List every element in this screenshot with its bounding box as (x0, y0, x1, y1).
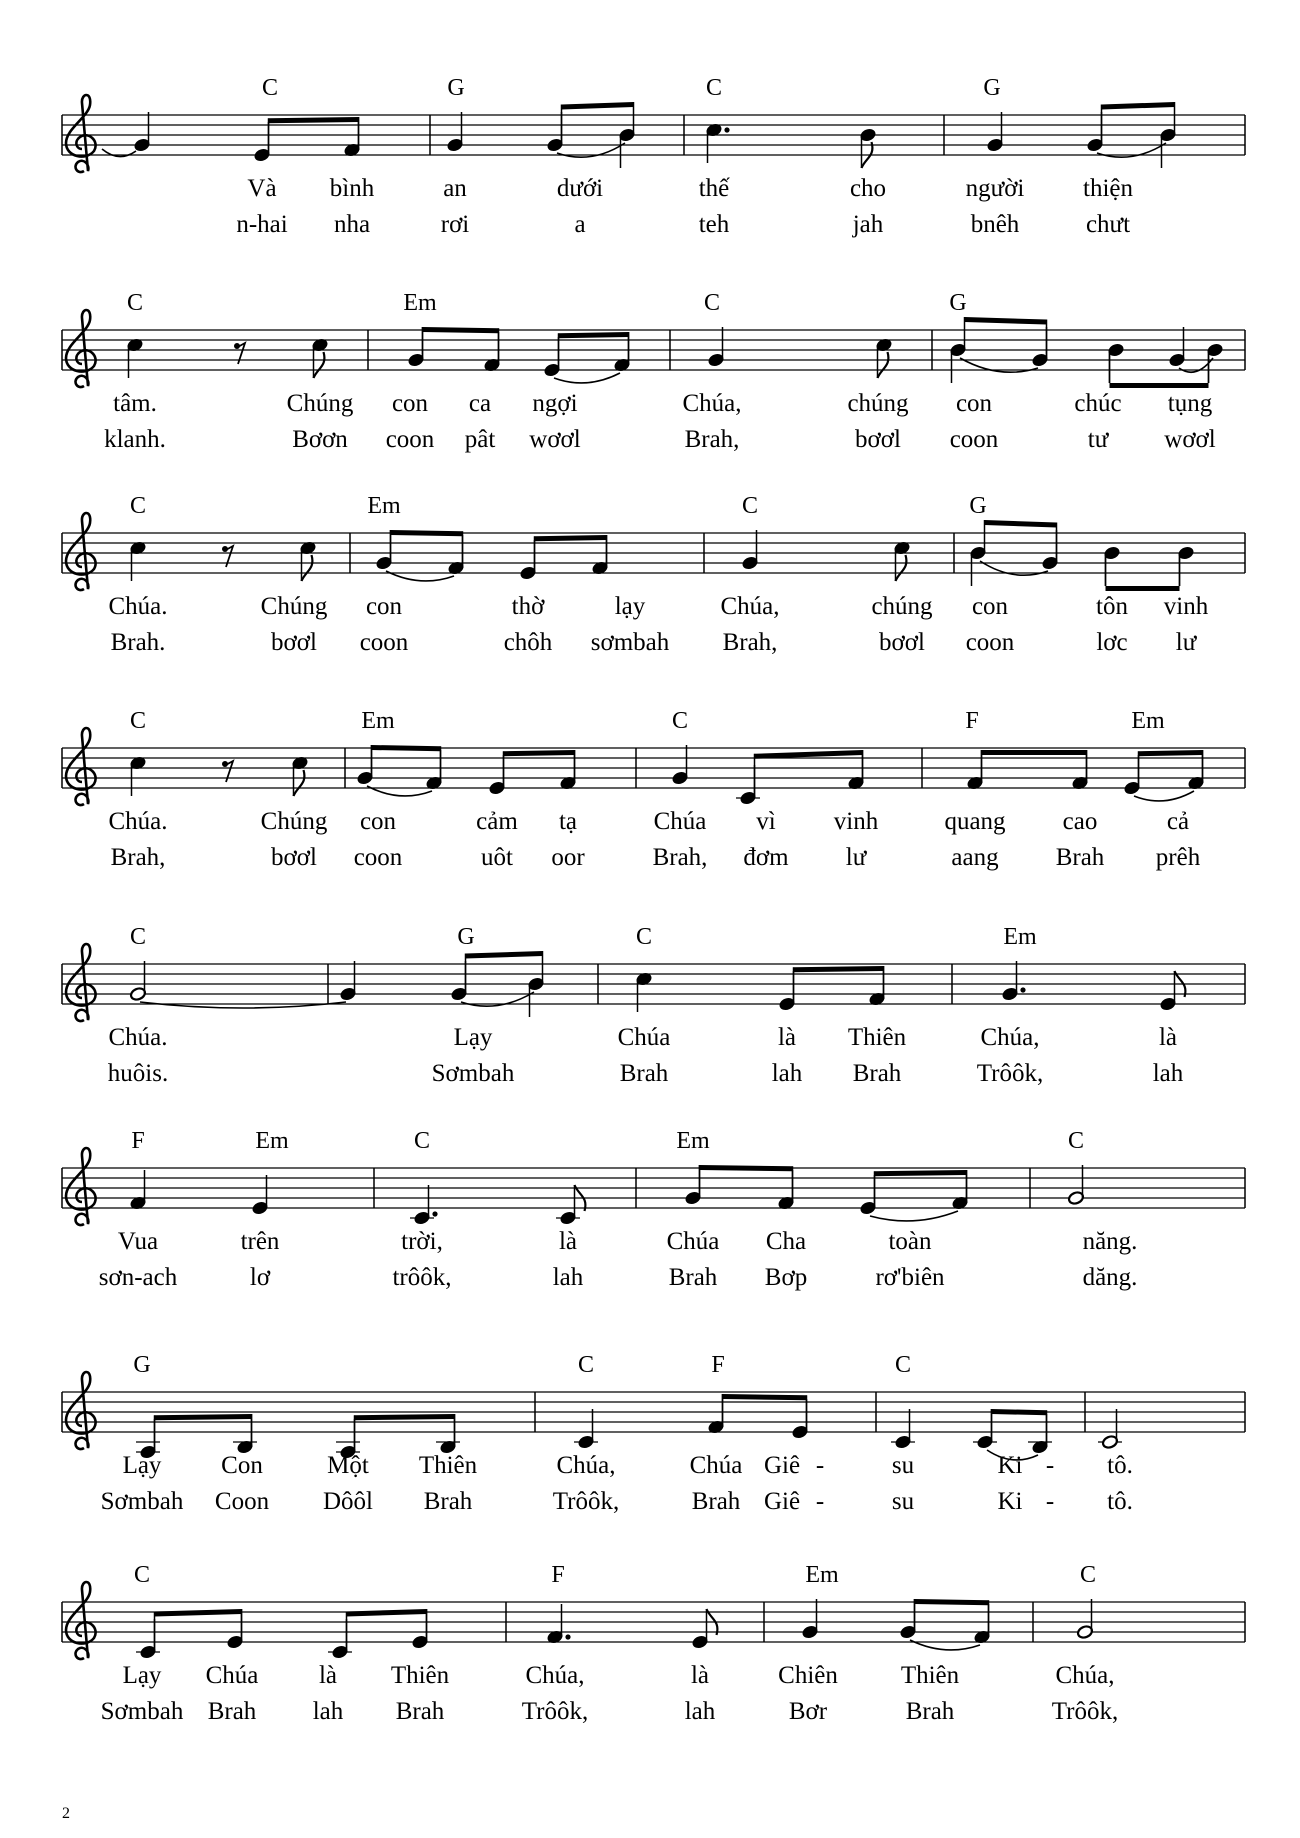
lyric-bahnar: - (815, 1488, 825, 1515)
lyric-bahnar: huôis. (107, 1060, 169, 1087)
beam (700, 1165, 793, 1171)
lyric-bahnar: oor (551, 844, 585, 871)
lyric-bahnar: Brah (852, 1060, 902, 1087)
lyric-bahnar: a (574, 211, 586, 238)
lyric-bahnar: Brah (395, 1698, 445, 1725)
chord-symbol: G (983, 75, 1001, 101)
beam (1110, 383, 1209, 388)
lyric-bahnar: Trôôk, (976, 1060, 1044, 1087)
lyric-vietnamese: Con (221, 1452, 263, 1479)
slur (554, 373, 620, 383)
beam (1102, 102, 1175, 110)
chord-symbol: G (949, 290, 967, 316)
lyric-vietnamese: Chúa (689, 1452, 743, 1479)
lyric-vietnamese: Chúa, (525, 1662, 585, 1689)
lyric-vietnamese: Chúng (260, 593, 328, 620)
lyric-bahnar: bơơl (879, 629, 925, 656)
lyric-bahnar: bơơl (855, 426, 901, 453)
chord-symbol: C (1067, 1128, 1085, 1154)
lyric-vietnamese: Chúng (260, 808, 328, 835)
lyric-bahnar: wơơl (529, 426, 581, 453)
chord-symbol: G (447, 75, 465, 101)
lyric-vietnamese: Ki (997, 1452, 1023, 1479)
lyric-vietnamese: thế (698, 175, 730, 202)
lyric-bahnar: Brah (423, 1488, 473, 1515)
treble-clef-path (66, 310, 96, 387)
lyric-vietnamese: cả (1166, 808, 1190, 835)
lyric-bahnar: Bơr (788, 1698, 828, 1725)
lyric-bahnar: Sơmbah (100, 1698, 184, 1725)
lyric-bahnar: Bơp (764, 1264, 808, 1291)
lyric-vietnamese: Chúa (666, 1228, 720, 1255)
lyric-bahnar: chưt (1085, 211, 1131, 238)
lyric-vietnamese: là (690, 1662, 710, 1689)
lyric-vietnamese: Chúa. (108, 1024, 168, 1051)
lyric-bahnar: Brah (905, 1698, 955, 1725)
lyric-bahnar: chôh (503, 629, 553, 656)
lyric-bahnar: lah (1152, 1060, 1184, 1087)
chord-symbol: Em (367, 493, 401, 519)
lyric-bahnar: Trôôk, (521, 1698, 589, 1725)
lyric-bahnar: Dôôl (323, 1488, 373, 1515)
lyric-bahnar: coon (965, 629, 1015, 656)
lyric-bahnar: Brah (1055, 844, 1105, 871)
lyric-bahnar: su (891, 1488, 915, 1515)
beam (992, 1409, 1047, 1415)
chord-symbol: C (129, 924, 147, 950)
chord-symbol: F (711, 1352, 725, 1378)
chord-symbol: C (129, 708, 147, 734)
beam (466, 951, 543, 959)
treble-clef-icon (66, 1372, 96, 1449)
lyric-vietnamese: cho (849, 175, 887, 202)
lyric-vietnamese: tô. (1107, 1452, 1133, 1479)
lyric-vietnamese: người (965, 175, 1025, 202)
lyric-vietnamese: tụng (1167, 390, 1213, 417)
beam (391, 530, 463, 536)
lyric-bahnar: nha (333, 211, 371, 238)
beam (559, 332, 629, 338)
chord-symbol: F (965, 708, 979, 734)
chord-symbol: F (551, 1562, 565, 1588)
beam (562, 102, 634, 110)
lyric-vietnamese: thờ (511, 593, 545, 620)
lyric-vietnamese: Chúa, (1055, 1662, 1115, 1689)
lyric-bahnar: Brah, (652, 844, 708, 871)
lyric-vietnamese: Chúng (286, 390, 354, 417)
lyric-vietnamese: ngợi (532, 390, 578, 417)
lyric-bahnar: lơ (249, 1264, 271, 1291)
lyric-vietnamese: su (891, 1452, 915, 1479)
chord-symbol: Em (805, 1562, 839, 1588)
lyric-vietnamese: Chúa (205, 1662, 259, 1689)
chord-symbol: C (129, 493, 147, 519)
chord-symbol: G (969, 493, 987, 519)
chord-symbol: C (703, 290, 721, 316)
lyric-bahnar: lah (552, 1264, 584, 1291)
treble-clef-icon (66, 728, 96, 805)
lyric-vietnamese: Chúa (653, 808, 707, 835)
lyric-vietnamese: là (777, 1024, 797, 1051)
dot (432, 1211, 437, 1216)
lyric-bahnar: bnêh (970, 211, 1020, 238)
beam (423, 327, 499, 333)
lyric-bahnar: lư (845, 844, 867, 871)
lyric-vietnamese: Lạy (122, 1662, 162, 1689)
note-flag (314, 352, 325, 378)
treble-clef-icon (66, 95, 96, 172)
slur (140, 1002, 346, 1008)
chord-symbol: F (131, 1128, 145, 1154)
beam (372, 745, 441, 751)
lyric-bahnar: jah (852, 211, 884, 238)
lyric-bahnar: Trôôk, (1051, 1698, 1119, 1725)
lyric-vietnamese: Vua (117, 1228, 159, 1255)
lyric-vietnamese: Và (247, 175, 277, 202)
lyric-vietnamese: Chúa. (108, 808, 168, 835)
lyric-bahnar: đơm (743, 844, 789, 871)
lyric-bahnar: - (1045, 1488, 1055, 1515)
lyric-vietnamese: cảm (476, 808, 518, 835)
lyric-bahnar: dăng. (1082, 1264, 1138, 1291)
beam (965, 317, 1047, 325)
treble-clef-path (66, 1372, 96, 1449)
lyric-vietnamese: thiện (1083, 175, 1133, 202)
lyric-vietnamese: tạ (558, 808, 578, 835)
lyric-bahnar: tô. (1107, 1488, 1133, 1515)
chord-symbol: C (133, 1562, 151, 1588)
lyric-vietnamese: con (971, 593, 1009, 620)
lyric-vietnamese: chúng (847, 390, 909, 417)
chord-symbol: G (457, 924, 475, 950)
lyric-vietnamese: cao (1062, 808, 1098, 835)
lyric-bahnar: Brah, (110, 844, 166, 871)
lyric-vietnamese: ca (468, 390, 492, 417)
beam (155, 1414, 252, 1420)
note-flag (302, 555, 313, 581)
chord-symbol: Em (1003, 924, 1037, 950)
lyric-bahnar: klanh. (104, 426, 166, 453)
lyric-vietnamese: Thiên (847, 1024, 907, 1051)
lyric-vietnamese: an (443, 175, 467, 202)
lyric-vietnamese: Chúa, (980, 1024, 1040, 1051)
lyric-vietnamese: Cha (765, 1228, 807, 1255)
chord-symbol: Em (361, 708, 395, 734)
chord-symbol: Em (255, 1128, 289, 1154)
lyric-bahnar: uôt (481, 844, 513, 871)
lyric-vietnamese: lạy (614, 593, 646, 620)
chord-symbol: C (577, 1352, 595, 1378)
lyric-vietnamese: Thiên (390, 1662, 450, 1689)
lyric-vietnamese: vinh (1163, 593, 1209, 620)
lyric-vietnamese: Chúa, (556, 1452, 616, 1479)
beam (269, 117, 359, 123)
lyric-bahnar: coon (949, 426, 999, 453)
lyric-bahnar: aang (951, 844, 999, 871)
lyric-bahnar: Brah (691, 1488, 741, 1515)
lyric-vietnamese: toàn (888, 1228, 932, 1255)
lyric-vietnamese: Thiên (418, 1452, 478, 1479)
slur (1134, 791, 1194, 801)
dot (1020, 987, 1025, 992)
treble-clef-icon (66, 1148, 96, 1225)
lyric-vietnamese: năng. (1082, 1228, 1138, 1255)
lyric-vietnamese: Lạy (122, 1452, 162, 1479)
lyric-bahnar: bơơl (271, 844, 317, 871)
lyric-vietnamese: Chúa, (682, 390, 742, 417)
page-number: 2 (62, 1805, 70, 1822)
lyric-vietnamese: vinh (833, 808, 879, 835)
lyric-bahnar: lơc (1096, 629, 1128, 656)
beam (875, 1170, 967, 1176)
lyric-vietnamese: con (359, 808, 397, 835)
lyric-bahnar: Coon (214, 1488, 270, 1515)
lyric-bahnar: Brah, (722, 629, 778, 656)
lyric-vietnamese: tâm. (113, 390, 157, 417)
lyric-vietnamese: là (318, 1662, 338, 1689)
lyric-bahnar: lư (1175, 629, 1197, 656)
lyric-vietnamese: Chiên (778, 1662, 838, 1689)
lyric-vietnamese: chúc (1074, 390, 1122, 417)
chord-symbol: C (413, 1128, 431, 1154)
beam (535, 535, 607, 541)
lyric-vietnamese: Chúa. (108, 593, 168, 620)
treble-clef-path (66, 1582, 96, 1659)
treble-clef-icon (66, 310, 96, 387)
lyric-bahnar: lah (771, 1060, 803, 1087)
chord-symbol: G (133, 1352, 151, 1378)
lyric-vietnamese: tôn (1096, 593, 1128, 620)
lyric-bahnar: Brah, (684, 426, 740, 453)
beam (1106, 586, 1180, 591)
lyric-vietnamese: Một (327, 1452, 369, 1479)
chord-symbol: C (635, 924, 653, 950)
lyric-vietnamese: trời, (401, 1228, 443, 1255)
chord-symbol: Em (676, 1128, 710, 1154)
lyric-bahnar: coon (385, 426, 435, 453)
chord-symbol: C (705, 75, 723, 101)
chord-symbol: C (671, 708, 689, 734)
treble-clef-path (66, 1148, 96, 1225)
beam (982, 750, 1087, 755)
beam (794, 966, 884, 972)
lyric-bahnar: Sơmbah (100, 1488, 184, 1515)
lyric-vietnamese: vì (756, 808, 776, 835)
lyric-bahnar: coon (359, 629, 409, 656)
lyric-bahnar: Brah (207, 1698, 257, 1725)
lyric-bahnar: Trôôk, (552, 1488, 620, 1515)
lyric-vietnamese: bình (329, 175, 375, 202)
beam (347, 1609, 427, 1617)
lyric-bahnar: tư (1087, 426, 1109, 453)
lyric-bahnar: Ki (997, 1488, 1023, 1515)
beam (723, 1394, 807, 1400)
chord-symbol: C (126, 290, 144, 316)
lyric-vietnamese: con (955, 390, 993, 417)
beam (355, 1414, 455, 1420)
lyric-vietnamese: Giê (763, 1452, 801, 1479)
lyric-bahnar: rơi (440, 211, 470, 238)
beam (155, 1609, 242, 1617)
treble-clef-icon (66, 513, 96, 590)
lyric-bahnar: trôôk, (392, 1264, 452, 1291)
treble-clef-icon (66, 1582, 96, 1659)
lyric-bahnar: lah (312, 1698, 344, 1725)
treble-clef-path (66, 944, 96, 1021)
lyric-bahnar: pât (464, 426, 496, 453)
note-flag (294, 770, 305, 796)
lyric-bahnar: rơ'biên (875, 1264, 945, 1291)
lyric-vietnamese: Thiên (900, 1662, 960, 1689)
lyric-bahnar: Brah. (110, 629, 166, 656)
chord-symbol: C (1079, 1562, 1097, 1588)
beam (915, 1599, 989, 1605)
treble-clef-path (66, 728, 96, 805)
lyric-bahnar: sơmbah (590, 629, 670, 656)
beam (985, 520, 1057, 528)
lyric-bahnar: teh (698, 211, 730, 238)
treble-clef-icon (66, 944, 96, 1021)
lyric-vietnamese: quang (944, 808, 1006, 835)
lyric-vietnamese: con (365, 593, 403, 620)
chord-symbol: Em (1131, 708, 1165, 734)
chord-symbol: C (261, 75, 279, 101)
lyric-vietnamese: là (1158, 1024, 1178, 1051)
lyric-bahnar: sơn-ach (98, 1264, 178, 1291)
lyric-vietnamese: trên (240, 1228, 280, 1255)
chord-symbol: Em (403, 290, 437, 316)
lyric-bahnar: coon (353, 844, 403, 871)
lyric-vietnamese: Chúa, (720, 593, 780, 620)
dot (565, 1634, 570, 1639)
note-flag (896, 555, 907, 581)
chord-symbol: C (894, 1352, 912, 1378)
lyric-vietnamese: - (1045, 1452, 1055, 1479)
treble-clef-path (66, 95, 96, 172)
lyric-bahnar: Sơmbah (431, 1060, 515, 1087)
lyric-bahnar: lah (684, 1698, 716, 1725)
lyric-vietnamese: con (391, 390, 429, 417)
beam (1139, 750, 1203, 756)
lyric-vietnamese: Lạy (453, 1024, 493, 1051)
slur (870, 1211, 958, 1221)
lyric-bahnar: bơơl (271, 629, 317, 656)
lyric-vietnamese: là (558, 1228, 578, 1255)
lyric-vietnamese: Chúa (617, 1024, 671, 1051)
lyric-bahnar: wơơl (1164, 426, 1216, 453)
note-flag (878, 352, 889, 378)
lyric-bahnar: Brah (668, 1264, 718, 1291)
lyric-bahnar: n-hai (236, 211, 288, 238)
chord-symbol: C (741, 493, 759, 519)
lyric-vietnamese: - (815, 1452, 825, 1479)
treble-clef-path (66, 513, 96, 590)
lyric-vietnamese: dưới (556, 175, 604, 202)
dot (724, 127, 729, 132)
lyric-bahnar: prêh (1155, 844, 1201, 871)
lyric-bahnar: Bơơn (292, 426, 348, 453)
beam (504, 750, 575, 756)
lyric-vietnamese: chúng (871, 593, 933, 620)
lyric-bahnar: Brah (619, 1060, 669, 1087)
lyric-bahnar: Giê (763, 1488, 801, 1515)
